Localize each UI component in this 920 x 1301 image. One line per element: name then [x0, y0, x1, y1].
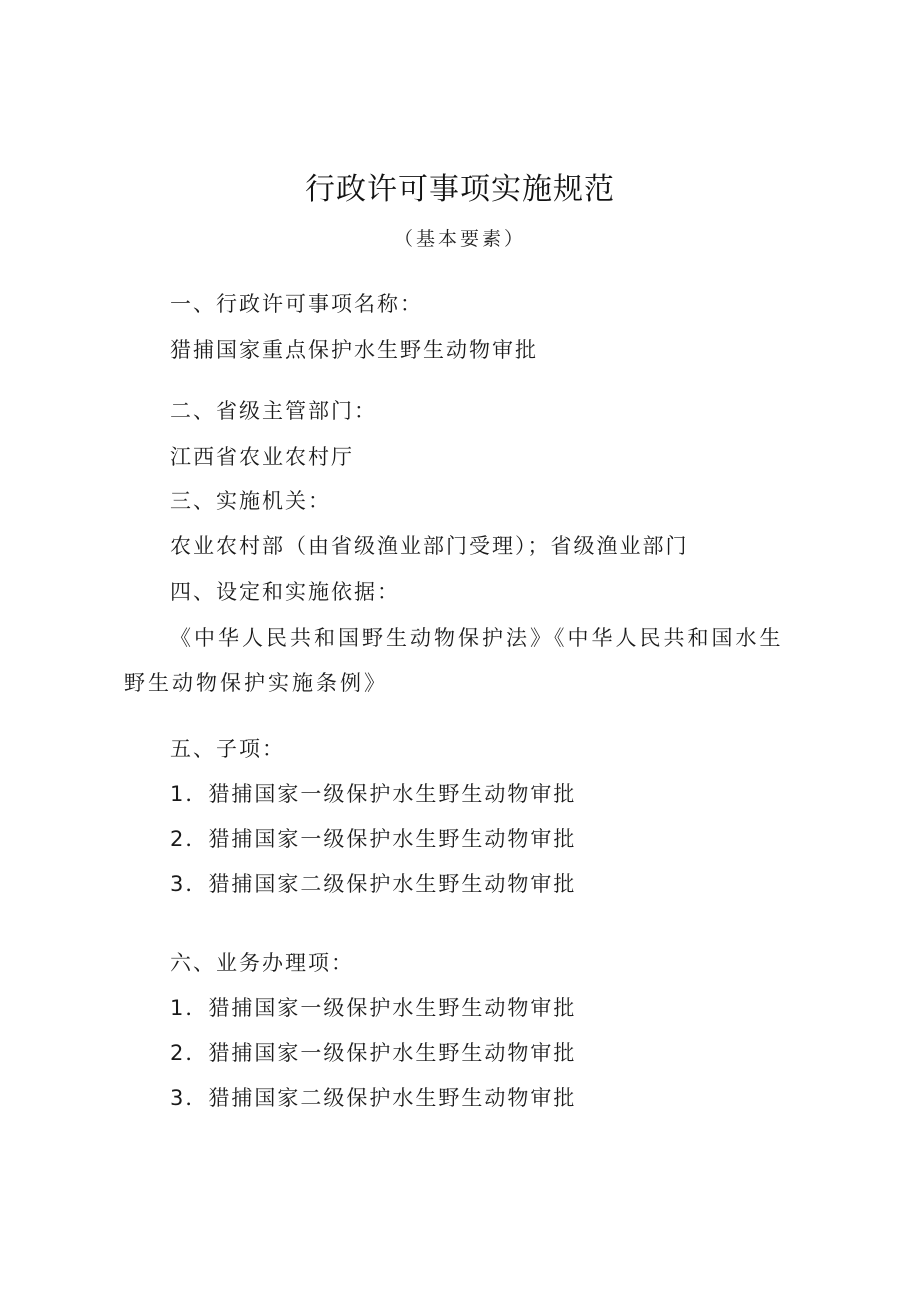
subitem-list-item: 3．猎捕国家二级保护水生野生动物审批: [170, 872, 577, 896]
section-authority-value: 农业农村部（由省级渔业部门受理）；省级渔业部门: [170, 534, 689, 558]
subitem-list-item: 2．猎捕国家一级保护水生野生动物审批: [170, 827, 577, 851]
section-basis-line: 野生动物保护实施条例》: [124, 671, 388, 695]
section-subitems-heading: 五、子项：: [170, 737, 285, 761]
business-list-item: 1．猎捕国家一级保护水生野生动物审批: [170, 996, 577, 1020]
section-authority-heading: 三、实施机关：: [170, 489, 331, 513]
section-name-value: 猎捕国家重点保护水生野生动物审批: [170, 338, 538, 362]
document-subtitle: （基本要素）: [393, 228, 526, 250]
subitem-list-item: 1．猎捕国家一级保护水生野生动物审批: [170, 782, 577, 806]
business-list-item: 3．猎捕国家二级保护水生野生动物审批: [170, 1086, 577, 1110]
business-list-item: 2．猎捕国家一级保护水生野生动物审批: [170, 1041, 577, 1065]
document-title: 行政许可事项实施规范: [305, 172, 615, 207]
section-basis-heading: 四、设定和实施依据：: [170, 580, 400, 604]
section-name-heading: 一、行政许可事项名称：: [170, 292, 423, 316]
section-business-heading: 六、业务办理项：: [170, 951, 354, 975]
section-department-value: 江西省农业农村厅: [170, 445, 354, 469]
section-basis-line: 《中华人民共和国野生动物保护法》《中华人民共和国水生: [170, 626, 784, 650]
section-department-heading: 二、省级主管部门：: [170, 399, 377, 423]
